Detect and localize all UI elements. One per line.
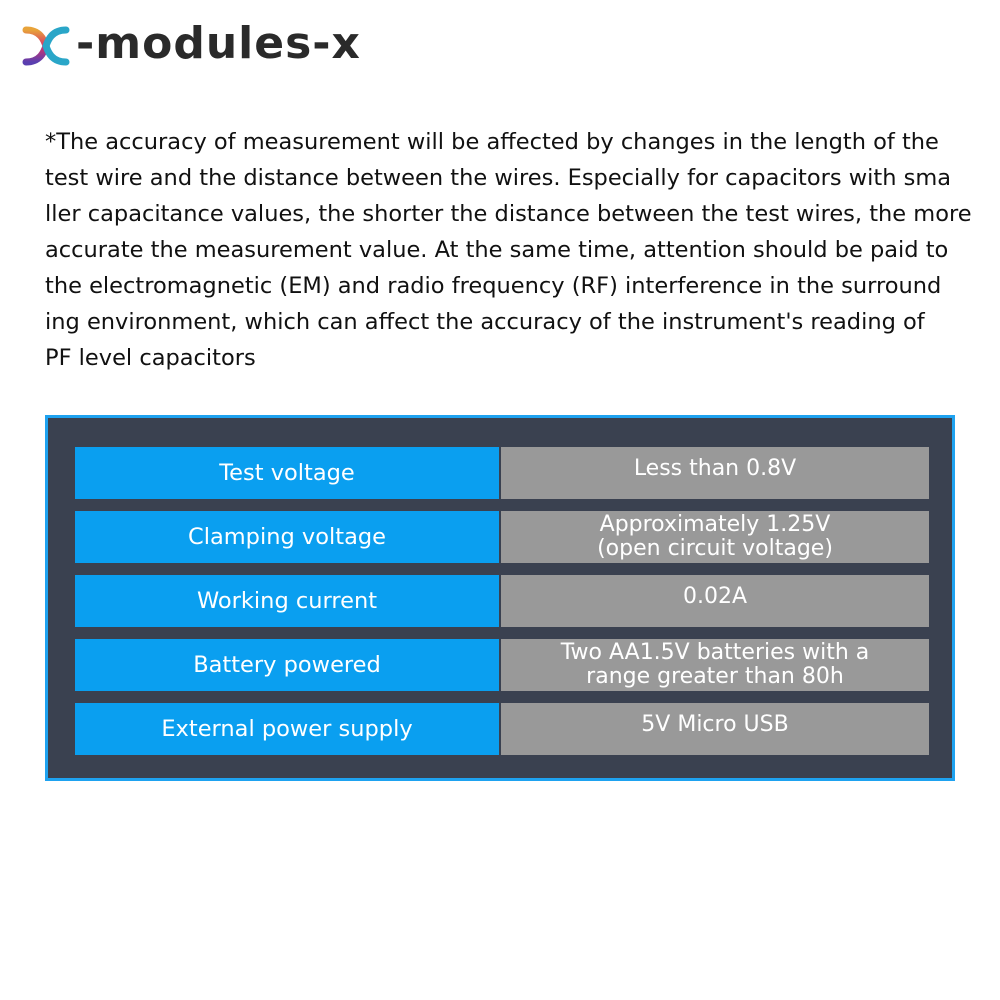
- spec-label: External power supply: [75, 703, 499, 755]
- brand-name: -modules-x: [76, 18, 361, 69]
- brand-logo: [20, 18, 361, 74]
- spec-value: [501, 511, 929, 563]
- spec-label: Test voltage: [75, 447, 499, 499]
- spec-value-line: Less than 0.8V: [633, 456, 797, 481]
- spec-row-working-current: [75, 575, 929, 627]
- spec-value: [501, 447, 929, 499]
- spec-row-clamping-voltage: [75, 511, 929, 563]
- spec-row-battery-powered: [75, 639, 929, 691]
- spec-value-line: 5V Micro USB: [641, 712, 789, 737]
- spec-row-external-power-supply: [75, 703, 929, 755]
- spec-label: Clamping voltage: [75, 511, 499, 563]
- spec-value-line: 0.02A: [682, 584, 748, 609]
- spec-value: [501, 703, 929, 755]
- spec-label: Battery powered: [75, 639, 499, 691]
- spec-value-line: (open circuit voltage): [597, 536, 833, 561]
- accuracy-notice: *The accuracy of measurement will be affected by changes in the length of the test wire and the distance between the wires. Especially for capacitors with sma ller capacitance values, the shorter the distance between the test wires, the more accurate the measurement value. At the same time, attention should be paid to the electromagnetic (EM) and radio frequency (RF) interference in the surround ing environment, which can affect the accuracy of the instrument's reading of PF level capacitors: [45, 129, 972, 371]
- spec-value-line: range greater than 80h: [586, 664, 844, 689]
- spec-value-line: Approximately 1.25V: [599, 512, 831, 537]
- spec-value: [501, 575, 929, 627]
- spec-value-line: Two AA1.5V batteries with a: [560, 640, 870, 665]
- spec-label: Working current: [75, 575, 499, 627]
- spec-value: [501, 639, 929, 691]
- spec-table: [45, 415, 955, 781]
- spec-row-test-voltage: [75, 447, 929, 499]
- x-logo-icon: [20, 20, 72, 72]
